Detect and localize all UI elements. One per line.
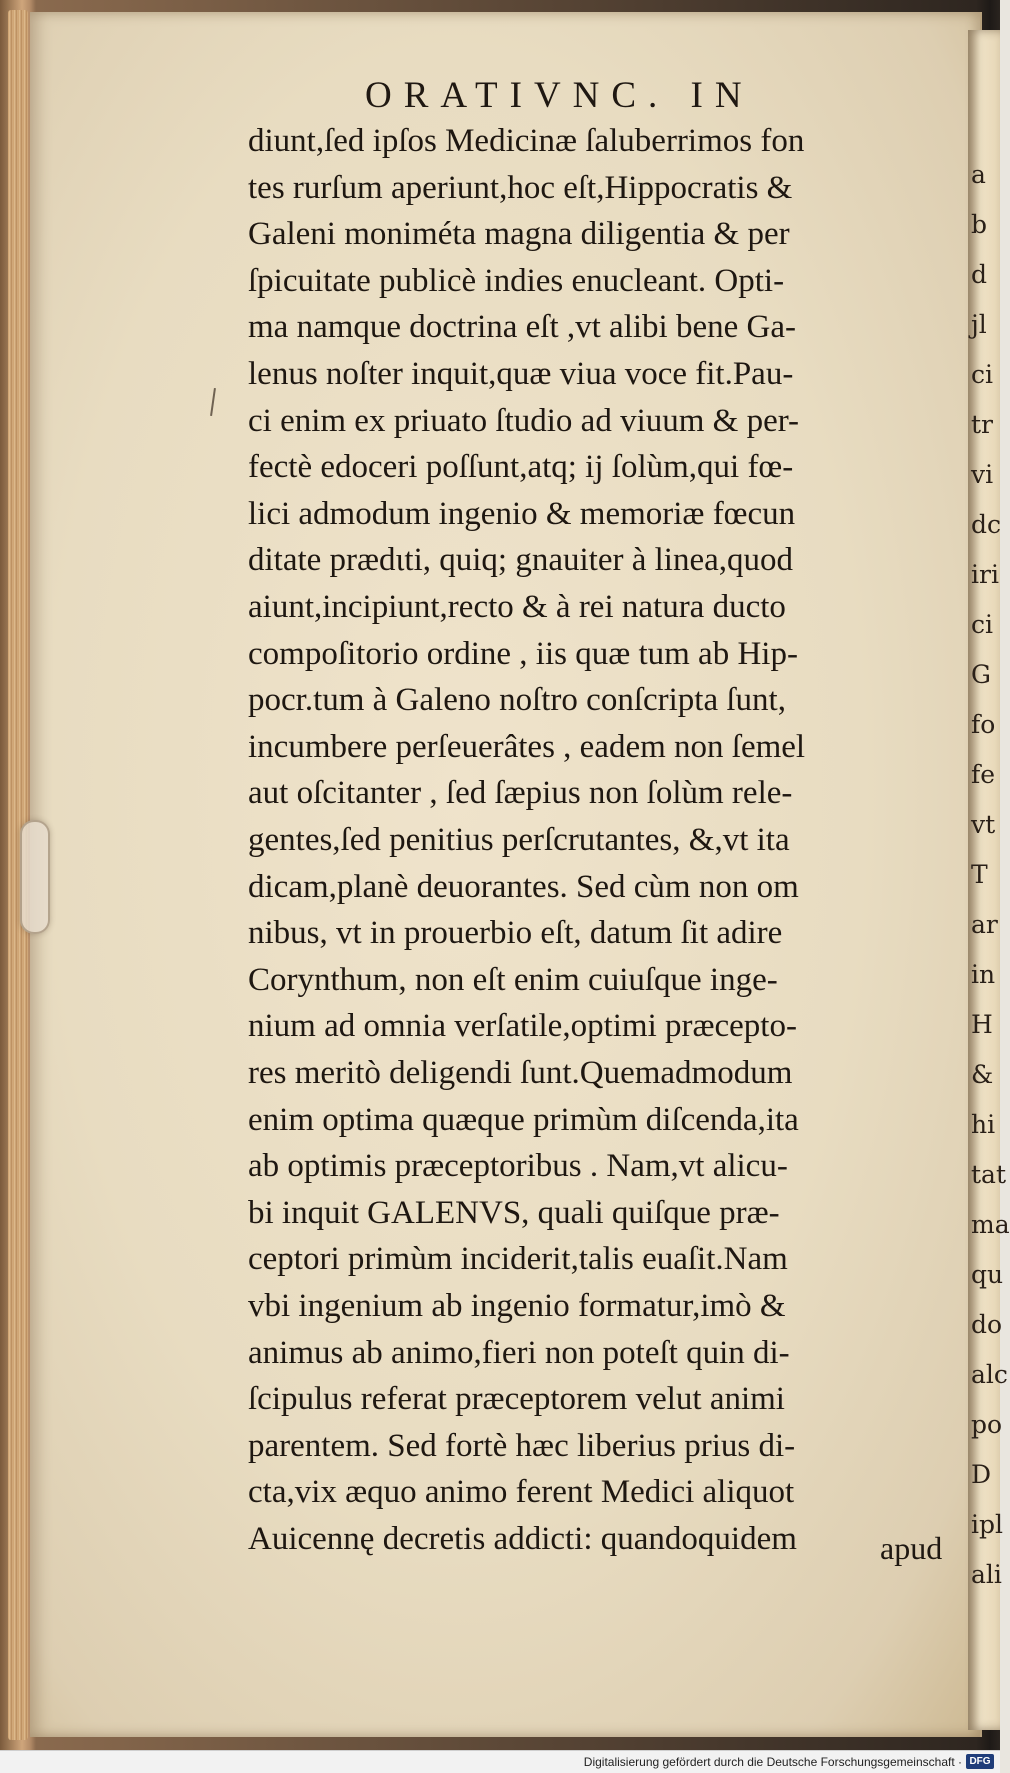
text-line: vbi ingenium ab ingenio formatur,imò &: [248, 1288, 786, 1324]
next-page-fragment: iri: [971, 560, 999, 589]
next-page-fragment: T: [971, 860, 988, 889]
text-line: Corynthum, non eſt enim cuiuſque inge-: [248, 961, 778, 998]
next-page-fragment: vi: [971, 460, 994, 489]
text-line: Auicennę decretis addicti: quandoquidem: [248, 1521, 797, 1557]
next-page-fragment: ar: [971, 910, 998, 939]
text-line: fectè edoceri poſſunt,atq; ij ſolùm,qui fœ-: [248, 449, 794, 486]
next-page-fragment: H: [971, 1010, 993, 1039]
dfg-logo-icon: DFG: [966, 1754, 994, 1769]
text-line: Galeni moniméta magna diligentia & per: [248, 216, 790, 253]
text-line: ci enim ex priuato ſtudio ad viuum & per-: [248, 402, 800, 439]
catchword: apud: [880, 1530, 943, 1566]
next-page-fragment: a: [971, 160, 986, 189]
next-page-fragment: ci: [971, 360, 993, 389]
next-page-fragment: b: [971, 210, 988, 239]
page-clip: [20, 820, 50, 934]
text-line: diunt,ſed ipſos Medicinæ ſaluberrimos fon: [248, 123, 805, 159]
next-page-fragment: d: [971, 260, 988, 289]
next-page-fragment: tat: [971, 1160, 1006, 1189]
text-line: lenus noſter inquit,quæ viua voce fit.Pau-: [248, 356, 794, 392]
text-line: gentes,ſed penitius perſcrutantes, &,vt ita: [248, 822, 790, 858]
text-line: nibus, vt in prouerbio eſt, datum ſit adire: [248, 915, 783, 952]
next-page-fragment: hi: [971, 1110, 996, 1139]
next-page-fragment: qu: [971, 1260, 1004, 1289]
next-page-edge: [968, 30, 1010, 1730]
footer-bar: [0, 1750, 1000, 1773]
text-line: ab optimis præceptoribus . Nam,vt alicu-: [248, 1148, 788, 1185]
next-page-fragment: ci: [971, 610, 993, 639]
next-page-fragment: vt: [971, 810, 996, 839]
text-line: compoſitorio ordine , iis quæ tum ab Hip-: [248, 635, 798, 672]
next-page-fragment: ali: [971, 1560, 1002, 1589]
text-line: cta,vix æquo animo ferent Medici aliquot: [248, 1474, 795, 1511]
next-page-fragment: fo: [971, 710, 996, 739]
next-page-fragment: alc: [971, 1360, 1008, 1389]
text-line: nium ad omnia verſatile,optimi præcepto-: [248, 1008, 797, 1045]
text-line: ceptori primùm inciderit,talis euaſit.Nam: [248, 1241, 788, 1278]
text-line: tes rurſum aperiunt,hoc eſt,Hippocratis &: [248, 169, 793, 206]
text-line: ſpicuitate publicè indies enucleant. Opti-: [248, 262, 785, 299]
text-line: ſcipulus referat præceptorem velut animi: [248, 1381, 785, 1418]
running-head: ORATIVNC. IN: [365, 75, 754, 116]
text-line: aut oſcitanter , ſed ſæpius non ſolùm rele-: [248, 775, 793, 812]
footer-credit: Digitalisierung gefördert durch die Deutsche Forschungsgemeinschaft ·: [583, 1755, 962, 1769]
text-line: parentem. Sed fortè hæc liberius prius di-: [248, 1427, 796, 1464]
text-line: lici admodum ingenio & memoriæ fœcun: [248, 495, 796, 532]
text-line: animus ab animo,fieri non poteſt quin di-: [248, 1334, 790, 1371]
text-line: res meritò deligendi ſunt.Quemadmodum: [248, 1055, 793, 1091]
next-page-fragment: jl: [971, 310, 987, 339]
next-page-fragment: do: [971, 1310, 1003, 1339]
text-line: incumbere perſeuerâtes , eadem non ſemel: [248, 728, 806, 765]
next-page-fragment: G: [971, 660, 991, 689]
text-line: enim optima quæque primùm diſcenda,ita: [248, 1101, 799, 1138]
next-page-fragment: D: [971, 1460, 992, 1489]
next-page-fragment: in: [971, 960, 996, 989]
next-page-fragment: tr: [971, 410, 993, 439]
text-line: dicam,planè deuorantes. Sed cùm non om: [248, 868, 799, 905]
next-page-fragment: ipl: [971, 1510, 1003, 1539]
text-line: aiunt,incipiunt,recto & à rei natura ducto: [248, 589, 786, 625]
text-line: bi inquit GALENVS, quali quiſque præ-: [248, 1194, 780, 1231]
text-line: pocr.tum à Galeno noſtro conſcripta ſunt,: [248, 682, 786, 719]
next-page-fragment: po: [971, 1410, 1003, 1439]
text-line: ma namque doctrina eſt ,vt alibi bene Ga-: [248, 309, 796, 346]
next-page-fragment: &: [971, 1060, 994, 1089]
next-page-fragment: dc: [971, 510, 1002, 539]
next-page-fragment: fe: [971, 760, 996, 789]
text-line: ditate prædιti, quiq; gnauiter à linea,quod: [248, 542, 793, 579]
next-page-fragment: ma: [971, 1210, 1010, 1239]
